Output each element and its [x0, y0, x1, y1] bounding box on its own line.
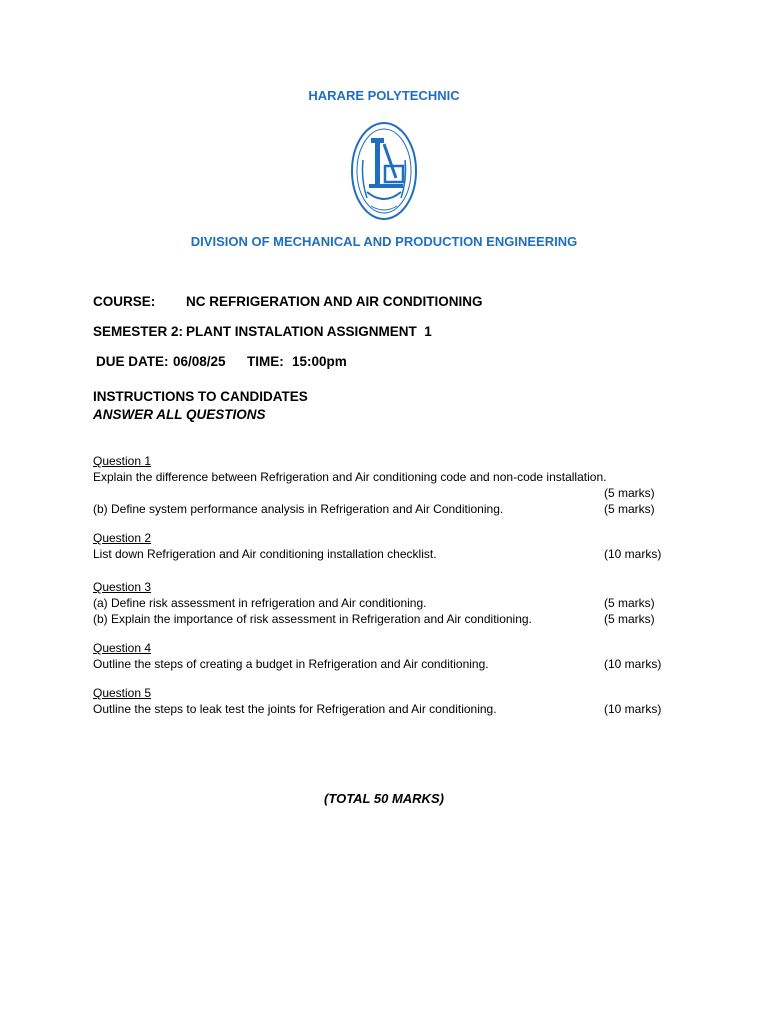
total-marks: (TOTAL 50 MARKS): [324, 791, 444, 806]
due-date-label: DUE DATE:: [96, 354, 169, 369]
question-part: List down Refrigeration and Air conditioning installation checklist.: [93, 547, 437, 561]
question-part: Outline the steps of creating a budget in Refrigeration and Air conditioning.: [93, 657, 489, 671]
question-marks: (5 marks): [604, 596, 655, 610]
question-heading: Question 2: [93, 531, 152, 545]
course-label: COURSE:: [93, 294, 156, 309]
question-heading: Question 3: [93, 580, 152, 594]
due-date-value: 06/08/25: [173, 354, 226, 369]
instructions-title: INSTRUCTIONS TO CANDIDATES: [93, 389, 308, 404]
question-heading: Question 5: [93, 686, 152, 700]
question-heading: Question 4: [93, 641, 152, 655]
question-marks: (5 marks): [604, 612, 655, 626]
question-marks: (5 marks): [604, 502, 655, 516]
question-part: (a) Define risk assessment in refrigeration and Air conditioning.: [93, 596, 427, 610]
question-marks: (10 marks): [604, 702, 662, 716]
question-part: (b) Define system performance analysis in Refrigeration and Air Conditioning.: [93, 502, 504, 516]
semester-label: SEMESTER 2:: [93, 324, 184, 339]
question-marks: (5 marks): [604, 486, 655, 500]
question-heading: Question 1: [93, 454, 152, 468]
question-marks: (10 marks): [604, 657, 662, 671]
time-value: 15:00pm: [292, 354, 347, 369]
college-crest-icon: [349, 120, 419, 222]
time-label: TIME:: [247, 354, 284, 369]
instructions-subtitle: ANSWER ALL QUESTIONS: [93, 407, 266, 422]
question-part: Outline the steps to leak test the joints for Refrigeration and Air conditioning.: [93, 702, 497, 716]
question-marks: (10 marks): [604, 547, 662, 561]
question-part: (b) Explain the importance of risk assessment in Refrigeration and Air conditioning.: [93, 612, 532, 626]
semester-value: PLANT INSTALATION ASSIGNMENT 1: [186, 324, 432, 339]
course-value: NC REFRIGERATION AND AIR CONDITIONING: [186, 294, 483, 309]
question-part: Explain the difference between Refrigeration and Air conditioning code and non-code installation.: [93, 470, 607, 484]
institution-title: HARARE POLYTECHNIC: [308, 88, 460, 103]
division-title: DIVISION OF MECHANICAL AND PRODUCTION ENGINEERING: [190, 234, 578, 249]
